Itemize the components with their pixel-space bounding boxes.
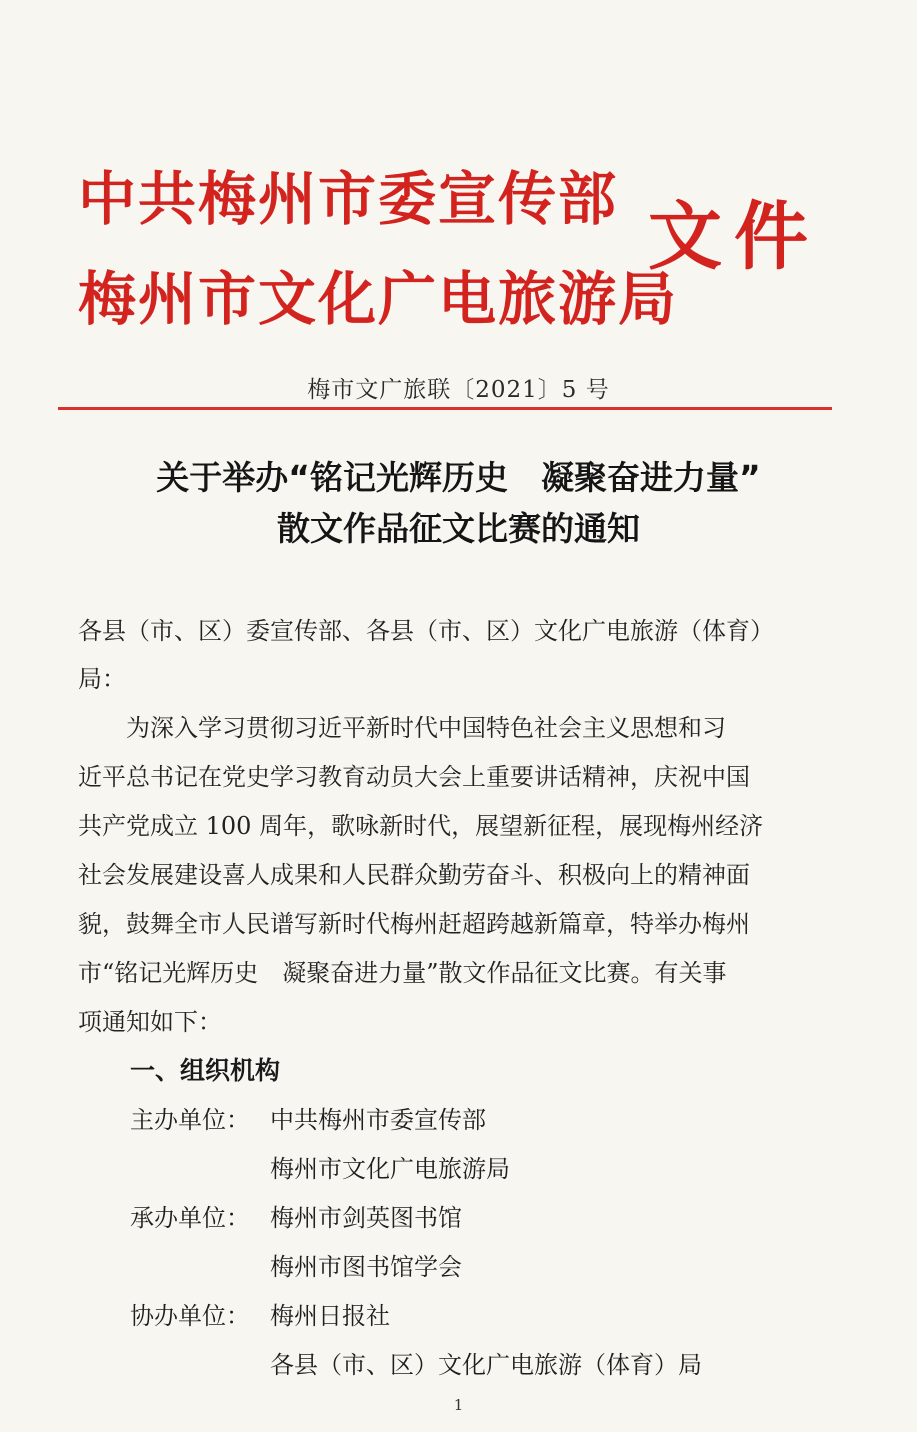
issuer-line-2: 梅州市文化广电旅游局 <box>78 265 679 333</box>
page-number: 1 <box>453 1396 464 1414</box>
organizer-label-host: 主办单位： <box>130 1106 250 1134</box>
organizer-label-undertaker: 承办单位： <box>130 1204 250 1232</box>
notice-title-line-2: 散文作品征文比赛的通知 <box>277 509 640 548</box>
body-line: 近平总书记在党史学习教育动员大会上重要讲话精神，庆祝中国 <box>78 763 750 791</box>
body-line: 社会发展建设喜人成果和人民群众勤劳奋斗、积极向上的精神面 <box>78 861 750 889</box>
organizer-label-co-organizer: 协办单位： <box>130 1302 250 1330</box>
recipient-line-1: 各县（市、区）委宣传部、各县（市、区）文化广电旅游（体育） <box>78 617 774 645</box>
notice-title-line-1: 关于举办“铭记光辉历史 凝聚奋进力量” <box>156 458 761 497</box>
organizer-value: 梅州市文化广电旅游局 <box>270 1155 510 1183</box>
red-divider-line <box>58 407 832 410</box>
body-line: 市“铭记光辉历史 凝聚奋进力量”散文作品征文比赛。有关事 <box>78 959 727 987</box>
section-heading-organization: 一、组织机构 <box>130 1056 281 1085</box>
body-line: 项通知如下： <box>78 1008 222 1036</box>
organizer-value: 梅州市剑英图书馆 <box>270 1204 462 1232</box>
document-number: 梅市文广旅联〔2021〕5 号 <box>307 377 610 403</box>
body-line: 貌，鼓舞全市人民谱写新时代梅州赶超跨越新篇章，特举办梅州 <box>78 910 750 938</box>
organizer-value: 中共梅州市委宣传部 <box>270 1106 486 1134</box>
organizer-value: 梅州市图书馆学会 <box>270 1253 462 1281</box>
recipient-line-2: 局： <box>78 665 126 693</box>
body-line: 共产党成立 100 周年，歌咏新时代，展望新征程，展现梅州经济 <box>78 812 764 840</box>
document-type-label: 文件 <box>648 194 820 280</box>
organizer-value: 梅州日报社 <box>270 1302 390 1330</box>
body-line: 为深入学习贯彻习近平新时代中国特色社会主义思想和习 <box>78 714 726 742</box>
organizer-value: 各县（市、区）文化广电旅游（体育）局 <box>270 1351 702 1379</box>
issuer-line-1: 中共梅州市委宣传部 <box>78 165 619 233</box>
